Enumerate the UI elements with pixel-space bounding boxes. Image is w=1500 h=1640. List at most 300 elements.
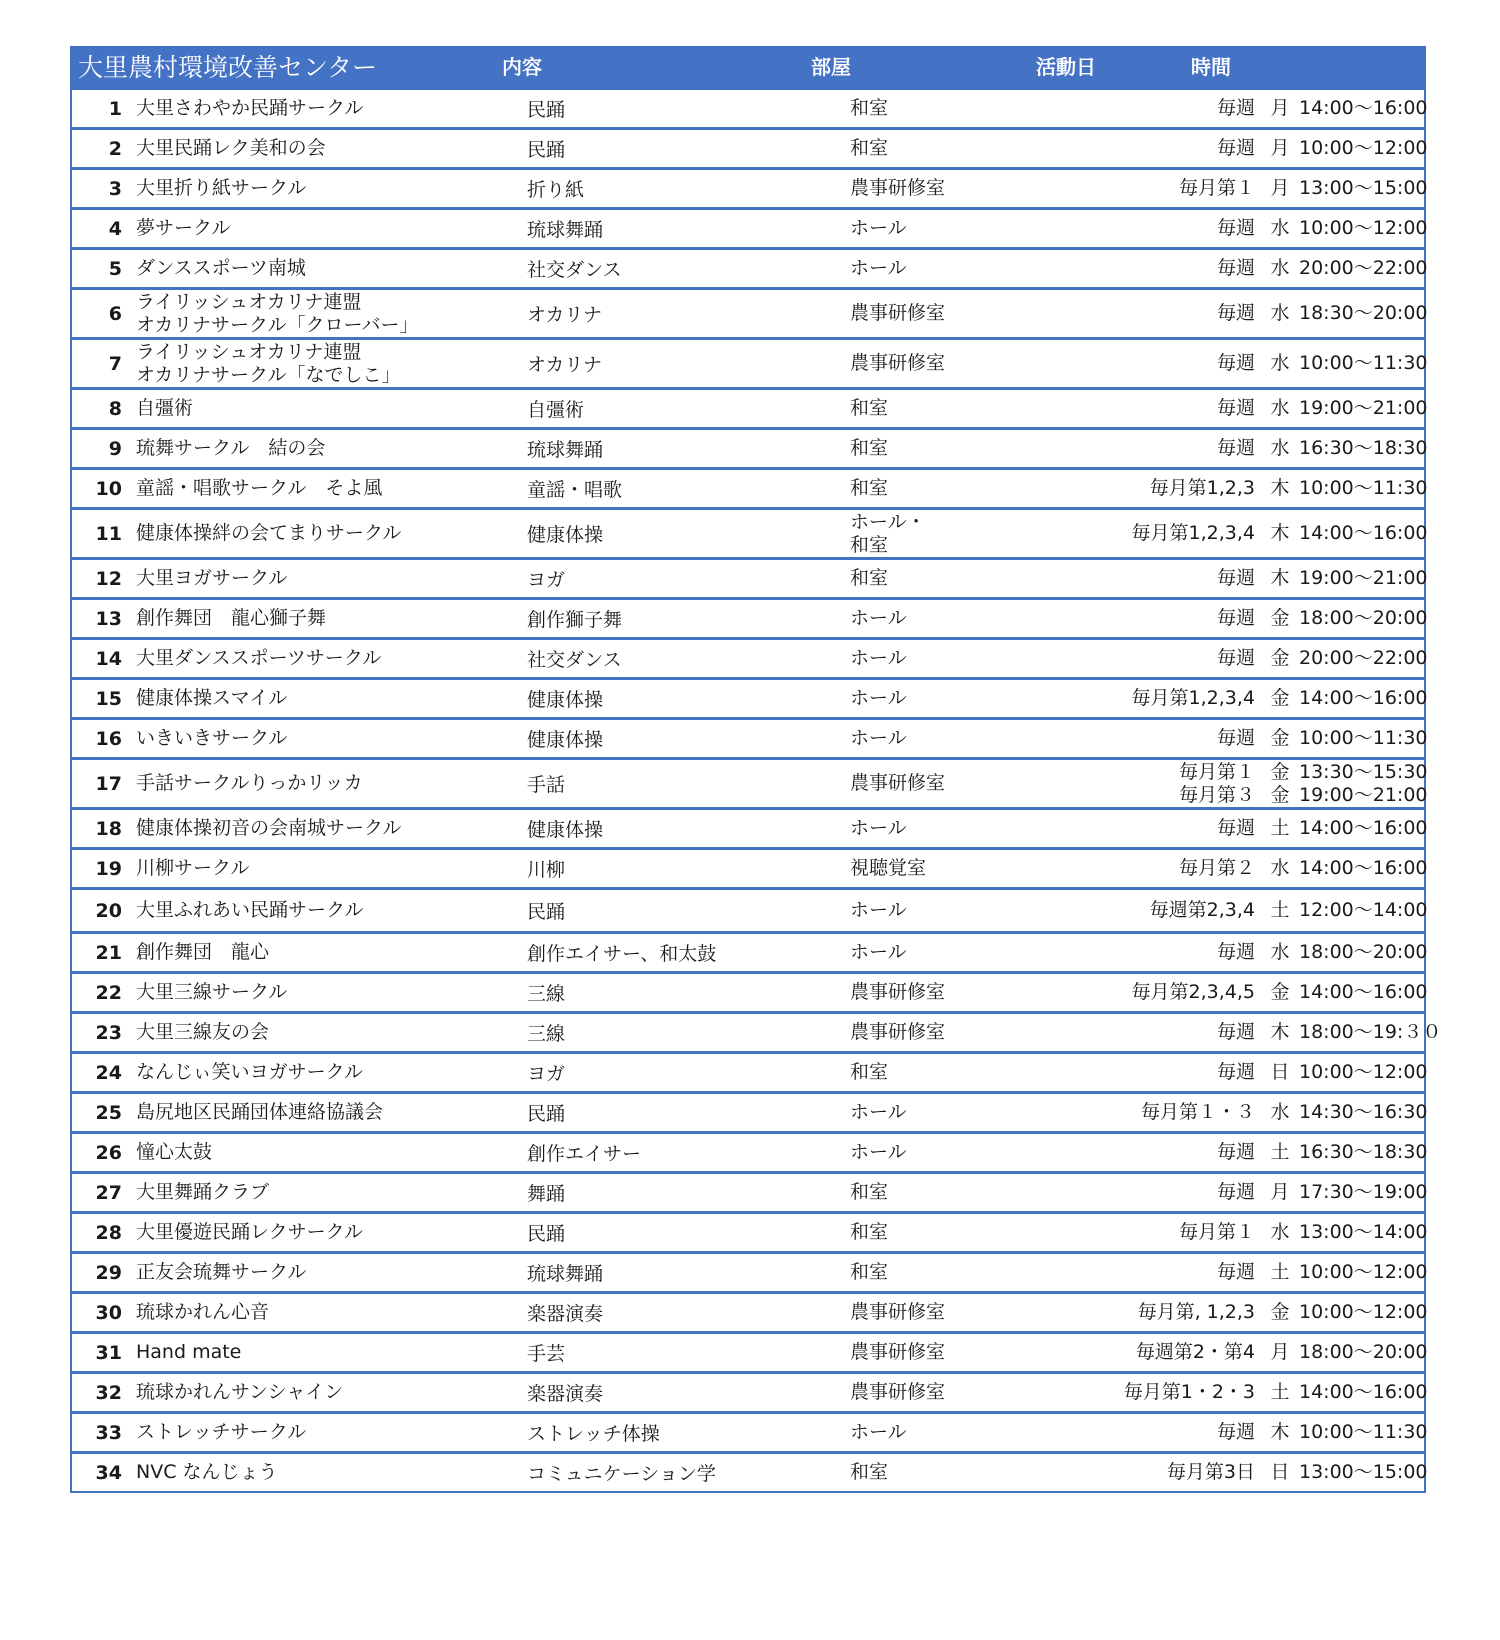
time-range-line: 18:30～20:00 (1299, 302, 1428, 324)
time-range (1299, 1214, 1449, 1251)
circle-name-line: 大里三線サークル (136, 981, 288, 1003)
row-number: 7 (108, 352, 122, 375)
time-range-line: 14:00～16:00 (1299, 522, 1428, 544)
activity-day (952, 510, 1255, 557)
activity-content: 健康体操 (527, 729, 604, 751)
time-range (1299, 1414, 1449, 1451)
circle-name (136, 810, 401, 847)
time-range (1299, 470, 1449, 507)
circle-name-line: 大里優遊民踊レクサークル (136, 1221, 364, 1243)
row-number: 30 (95, 1301, 122, 1324)
time-range-line: 13:00～14:00 (1299, 1221, 1428, 1243)
circle-name (136, 510, 401, 557)
activity-day (952, 1454, 1255, 1491)
activity-day-line: 毎週 (1216, 257, 1255, 279)
weekday (1267, 1054, 1293, 1091)
circle-name (136, 560, 287, 597)
activity-content: 創作エイサー、和太鼓 (527, 943, 717, 965)
activity-day-line: 毎月第1,2,3,4 (1131, 687, 1255, 709)
circle-name-line: 大里ふれあい民踊サークル (136, 899, 364, 921)
activity-day-line: 毎週 (1216, 137, 1255, 159)
activity-content: 民踊 (527, 901, 566, 923)
weekday-line: 金 (1270, 687, 1290, 709)
time-range (1299, 250, 1449, 287)
activity-day (952, 340, 1255, 387)
weekday (1267, 1454, 1293, 1491)
row-number: 11 (95, 522, 122, 545)
activity-day (952, 90, 1255, 127)
row-number: 33 (95, 1421, 122, 1444)
weekday-line: 水 (1270, 1221, 1290, 1243)
circle-name-line: 健康体操スマイル (136, 687, 288, 709)
time-range-line: 10:00～12:00 (1299, 137, 1428, 159)
circle-name-line: Hand mate (136, 1341, 242, 1363)
time-range-line: 10:00～12:00 (1299, 217, 1428, 239)
row-number: 2 (108, 137, 122, 160)
table-row (72, 1091, 1428, 1131)
circle-name (136, 1214, 363, 1251)
activity-day-line: 毎週 (1216, 817, 1255, 839)
activity-day (952, 1214, 1255, 1251)
activity-content: ヨガ (527, 569, 566, 591)
circle-name-line: 手話サークルりっかリッカ (136, 772, 363, 794)
time-range (1299, 340, 1449, 387)
circle-name (136, 850, 249, 887)
weekday (1267, 250, 1293, 287)
circle-name (136, 250, 306, 287)
activity-day-line: 毎月第１・３ (1140, 1101, 1255, 1123)
weekday (1267, 470, 1293, 507)
room-line: 農事研修室 (850, 1021, 946, 1043)
room-line: 和室 (850, 533, 889, 556)
weekday-line: 土 (1270, 1261, 1290, 1283)
room (850, 1134, 907, 1171)
room-line: ホール (850, 1101, 907, 1123)
room (850, 560, 888, 597)
activity-content: 琉球舞踊 (527, 439, 604, 461)
time-range (1299, 1254, 1449, 1291)
room (850, 934, 907, 971)
circle-name (136, 430, 325, 467)
activity-content: 琉球舞踊 (527, 219, 604, 241)
circle-name (136, 720, 287, 757)
time-range-line: 10:00～11:30 (1299, 352, 1428, 374)
activity-content: ヨガ (527, 1063, 566, 1085)
room (850, 1374, 945, 1411)
room (850, 1454, 888, 1491)
room-line: ホール (850, 899, 907, 921)
time-range-line: 14:00～16:00 (1299, 97, 1428, 119)
row-number: 22 (95, 981, 122, 1004)
time-range-line: 10:00～11:30 (1299, 477, 1428, 499)
circle-name-line: ダンススポーツ南城 (136, 257, 306, 279)
weekday-line: 日 (1270, 1061, 1290, 1083)
activity-content: 社交ダンス (527, 649, 622, 671)
weekday (1267, 850, 1293, 887)
activity-day (952, 210, 1255, 247)
activity-content: 三線 (527, 1023, 566, 1045)
activity-content: 自彊術 (527, 399, 585, 421)
circle-name-line: 憧心太鼓 (136, 1141, 213, 1163)
row-number: 20 (95, 899, 122, 922)
weekday-line: 水 (1270, 941, 1290, 963)
table-row (72, 1411, 1428, 1451)
time-range (1299, 934, 1449, 971)
weekday (1267, 974, 1293, 1011)
table-row (72, 931, 1428, 971)
weekday (1267, 1294, 1293, 1331)
room (850, 680, 907, 717)
room-line: 農事研修室 (850, 177, 946, 199)
time-range (1299, 974, 1449, 1011)
weekday (1267, 1174, 1293, 1211)
activity-content: 民踊 (527, 1223, 566, 1245)
time-range (1299, 560, 1449, 597)
time-range (1299, 600, 1449, 637)
activity-content: 折り紙 (527, 179, 585, 201)
table-row (72, 1291, 1428, 1331)
weekday-line: 月 (1270, 137, 1290, 159)
time-range-line: 14:00～16:00 (1299, 981, 1428, 1003)
activity-day-line: 毎月第３ (1178, 783, 1255, 806)
row-number: 14 (95, 647, 122, 670)
activity-content: 川柳 (527, 859, 566, 881)
row-number: 6 (108, 302, 122, 325)
circle-name-line: NVC なんじょう (136, 1461, 278, 1483)
room-line: 農事研修室 (850, 352, 946, 374)
room (850, 640, 907, 677)
table-row (72, 1451, 1428, 1491)
row-number: 12 (95, 567, 122, 590)
activity-day (952, 1054, 1255, 1091)
activity-content: 三線 (527, 983, 566, 1005)
room-line: ホール (850, 257, 907, 279)
time-range (1299, 130, 1449, 167)
activity-day (952, 680, 1255, 717)
table-body (72, 87, 1442, 1491)
activity-day-line: 毎月第1,2,3 (1149, 477, 1255, 499)
weekday-line: 月 (1270, 97, 1290, 119)
circle-name-line: ライリッシュオカリナ連盟 (136, 290, 362, 313)
activity-content: 民踊 (527, 1103, 566, 1125)
weekday-line: 金 (1270, 607, 1290, 629)
row-number: 16 (95, 727, 122, 750)
activity-day-line: 毎週 (1216, 607, 1255, 629)
activity-content: 創作獅子舞 (527, 609, 623, 631)
weekday (1267, 890, 1293, 931)
circle-name (136, 1134, 212, 1171)
row-number: 24 (95, 1061, 122, 1084)
weekday-line: 月 (1270, 1181, 1290, 1203)
room (850, 810, 907, 847)
room (850, 290, 945, 337)
room-line: 和室 (850, 97, 889, 119)
header-room: 部屋 (811, 55, 851, 79)
activity-day (952, 934, 1255, 971)
room-line: 農事研修室 (850, 772, 946, 794)
weekday-line: 水 (1270, 437, 1290, 459)
room (850, 510, 926, 557)
weekday-line: 月 (1270, 1341, 1290, 1363)
facility-title: 大里農村環境改善センター (78, 53, 378, 82)
time-range (1299, 390, 1449, 427)
row-number: 15 (95, 687, 122, 710)
weekday (1267, 130, 1293, 167)
time-range (1299, 290, 1449, 337)
weekday-line: 木 (1270, 1421, 1290, 1443)
time-range-line: 18:00～20:00 (1299, 941, 1428, 963)
room-line: 和室 (850, 477, 889, 499)
time-range (1299, 430, 1449, 467)
activity-day-line: 毎週 (1216, 1141, 1255, 1163)
time-range (1299, 1054, 1449, 1091)
time-range-line: 12:00～14:00 (1299, 899, 1428, 921)
row-number: 31 (95, 1341, 122, 1364)
row-number: 1 (108, 97, 122, 120)
activity-day-line: 毎週 (1216, 217, 1255, 239)
room-line: 和室 (850, 437, 889, 459)
time-range (1299, 210, 1449, 247)
table-row (72, 1251, 1428, 1291)
room (850, 1334, 945, 1371)
activity-day-line: 毎週 (1216, 352, 1255, 374)
circle-name (136, 1014, 269, 1051)
row-number: 27 (95, 1181, 122, 1204)
weekday-line: 水 (1270, 217, 1290, 239)
table-row (72, 717, 1428, 757)
weekday-line: 金 (1270, 727, 1290, 749)
activity-day-line: 毎月第1・2・3 (1123, 1381, 1255, 1403)
table-row (72, 971, 1428, 1011)
weekday (1267, 1334, 1293, 1371)
row-number: 26 (95, 1141, 122, 1164)
activity-day-line: 毎週 (1216, 941, 1255, 963)
circle-name (136, 1454, 278, 1491)
weekday-line: 土 (1270, 1141, 1290, 1163)
circle-name (136, 210, 230, 247)
circle-name (136, 1334, 241, 1371)
weekday (1267, 290, 1293, 337)
row-number: 29 (95, 1261, 122, 1284)
table-row (72, 167, 1428, 207)
weekday-line: 月 (1270, 177, 1290, 199)
circle-name-line: 琉球かれん心音 (136, 1301, 270, 1323)
weekday (1267, 720, 1293, 757)
schedule-table (70, 46, 1442, 1493)
room (850, 1254, 888, 1291)
activity-day-line: 毎週 (1216, 727, 1274, 749)
table-row (72, 127, 1428, 167)
time-range (1299, 90, 1449, 127)
table-row (72, 1211, 1428, 1251)
row-number: 10 (95, 477, 122, 500)
weekday-line: 金 (1270, 981, 1290, 1003)
circle-name-line: 正友会琉舞サークル (136, 1261, 307, 1283)
activity-day-line: 毎月第3日 (1166, 1461, 1255, 1483)
time-range-line: 19:00～21:00 (1299, 397, 1428, 419)
circle-name (136, 340, 400, 387)
activity-content: 健康体操 (527, 819, 604, 841)
weekday-line: 金 (1270, 783, 1290, 806)
time-range (1299, 1294, 1449, 1331)
table-row (72, 287, 1428, 337)
room-line: ホール (850, 607, 907, 629)
row-number: 32 (95, 1381, 122, 1404)
circle-name-line: いきいきサークル (136, 727, 288, 749)
weekday-line: 水 (1270, 857, 1290, 879)
time-range-line: 10:00～12:00 (1299, 1061, 1428, 1083)
row-number: 17 (95, 772, 122, 795)
room-line: 農事研修室 (850, 1301, 946, 1323)
table-row (72, 847, 1428, 887)
header-content: 内容 (502, 55, 542, 79)
circle-name-line: 健康体操絆の会てまりサークル (136, 522, 402, 544)
activity-content: 童謡・唱歌 (527, 479, 623, 501)
row-number: 5 (108, 257, 122, 280)
circle-name (136, 290, 419, 337)
time-range-line: 18:00～19:３０ (1299, 1021, 1442, 1043)
time-range-line: 20:00～22:00 (1299, 647, 1428, 669)
activity-day (952, 430, 1255, 467)
activity-content: コミュニケーション学 (527, 1463, 716, 1485)
table-row (72, 1011, 1442, 1051)
weekday (1267, 560, 1293, 597)
room-line: 和室 (850, 1261, 889, 1283)
weekday (1267, 390, 1293, 427)
activity-day (952, 890, 1255, 931)
activity-day (952, 760, 1255, 807)
weekday (1267, 760, 1293, 807)
activity-content: 社交ダンス (527, 259, 622, 281)
weekday-line: 土 (1270, 1381, 1290, 1403)
weekday (1267, 1214, 1293, 1251)
activity-day (952, 720, 1274, 757)
table-row (72, 557, 1428, 597)
weekday (1267, 680, 1293, 717)
time-range (1299, 680, 1449, 717)
room-line: 和室 (850, 567, 889, 589)
circle-name-line: 大里民踊レク美和の会 (136, 137, 326, 159)
room (850, 890, 907, 931)
weekday-line: 土 (1270, 817, 1290, 839)
row-number: 18 (95, 817, 122, 840)
circle-name (136, 600, 326, 637)
time-range-line: 10:00～12:00 (1299, 1261, 1428, 1283)
weekday (1267, 1414, 1293, 1451)
time-range (1299, 890, 1449, 931)
circle-name-line: 大里ダンススポーツサークル (136, 647, 382, 669)
time-range-line: 13:30～15:30 (1299, 760, 1428, 783)
weekday (1267, 1254, 1293, 1291)
weekday (1267, 340, 1293, 387)
table-row (72, 467, 1428, 507)
time-range-line: 19:00～21:00 (1299, 567, 1428, 589)
weekday-line: 木 (1270, 1021, 1290, 1043)
header-day: 活動日 (1036, 55, 1096, 79)
room-line: 和室 (850, 1221, 889, 1243)
activity-day-line: 毎週 (1216, 567, 1255, 589)
room (850, 90, 888, 127)
room (850, 340, 945, 387)
table-row (72, 677, 1428, 717)
room (850, 850, 926, 887)
activity-day (952, 600, 1255, 637)
circle-name (136, 1374, 343, 1411)
table-row (72, 1051, 1428, 1091)
room (850, 1014, 945, 1051)
weekday (1267, 1374, 1293, 1411)
weekday-line: 水 (1270, 352, 1290, 374)
time-range-line: 13:00～15:00 (1299, 177, 1428, 199)
activity-day-line: 毎週 (1216, 437, 1255, 459)
room-line: ホール (850, 687, 907, 709)
table-row (72, 207, 1428, 247)
weekday-line: 水 (1270, 397, 1290, 419)
time-range-line: 20:00～22:00 (1299, 257, 1428, 279)
table-row (72, 637, 1428, 677)
time-range-line: 14:00～16:00 (1299, 857, 1428, 879)
weekday (1267, 640, 1293, 677)
circle-name-line: 創作舞団 龍心 (136, 941, 270, 963)
row-number: 3 (108, 177, 122, 200)
row-number: 13 (95, 607, 122, 630)
activity-day-line: 毎週 (1216, 1181, 1255, 1203)
circle-name-line: 創作舞団 龍心獅子舞 (136, 607, 327, 629)
room (850, 1094, 907, 1131)
activity-day (952, 1374, 1255, 1411)
activity-day (952, 560, 1255, 597)
activity-content: ストレッチ体操 (527, 1423, 660, 1445)
time-range (1299, 1374, 1449, 1411)
weekday-line: 土 (1270, 899, 1290, 921)
row-number: 34 (95, 1461, 122, 1484)
time-range (1299, 1174, 1449, 1211)
circle-name-line: 島尻地区民踊団体連絡協議会 (136, 1101, 384, 1123)
room-line: 農事研修室 (850, 1381, 946, 1403)
weekday-line: 水 (1270, 1101, 1290, 1123)
activity-day (952, 390, 1255, 427)
room-line: 和室 (850, 137, 889, 159)
time-range (1299, 510, 1449, 557)
circle-name (136, 1414, 306, 1451)
circle-name (136, 130, 326, 167)
activity-day (952, 974, 1255, 1011)
circle-name-line: 大里舞踊クラブ (136, 1181, 270, 1203)
activity-day-line: 毎週 (1216, 97, 1255, 119)
weekday-line: 木 (1270, 477, 1290, 499)
time-range (1299, 720, 1449, 757)
activity-day-line: 毎週 (1216, 1421, 1255, 1443)
room-line: 農事研修室 (850, 1341, 946, 1363)
room-line: ホール (850, 647, 907, 669)
table-row (72, 247, 1428, 287)
room-line: ホール (850, 1141, 907, 1163)
room (850, 1174, 888, 1211)
circle-name-line: 大里ヨガサークル (136, 567, 288, 589)
room (850, 974, 945, 1011)
circle-name-line: 琉舞サークル 結の会 (136, 437, 326, 459)
activity-day-line: 毎月第, 1,2,3 (1137, 1301, 1255, 1323)
weekday (1267, 810, 1293, 847)
weekday (1267, 600, 1293, 637)
room (850, 430, 888, 467)
activity-day (952, 1334, 1255, 1371)
activity-day (952, 1294, 1255, 1331)
circle-name-line: 川柳サークル (136, 857, 250, 879)
table-row (72, 597, 1428, 637)
room (850, 170, 945, 207)
circle-name-line: オカリナサークル「クローバー」 (136, 313, 419, 336)
